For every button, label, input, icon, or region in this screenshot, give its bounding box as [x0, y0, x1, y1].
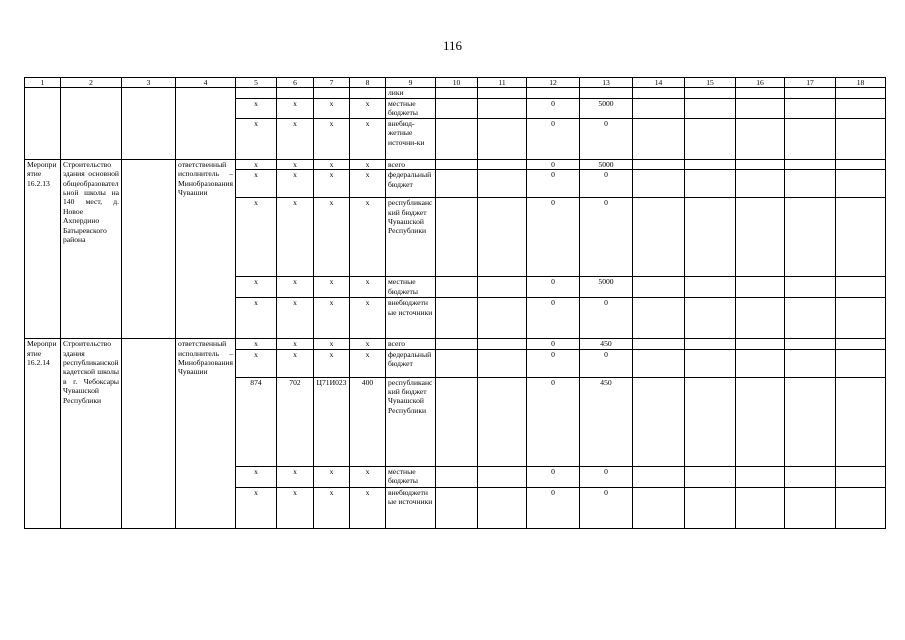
column-number-header: 16 [736, 78, 785, 88]
empty-cell [633, 377, 685, 466]
column-number-header: 18 [836, 78, 886, 88]
empty-cell [436, 88, 478, 98]
code-cell-c5: х [236, 159, 277, 169]
empty-cell [25, 88, 61, 159]
empty-cell [122, 339, 176, 528]
code-cell-c8: х [350, 118, 386, 159]
measure-name-cell: Строительство здания республиканской кадетской школы в г. Чебоксары Чувашской Республики [61, 339, 122, 528]
amount-cell-c13: 450 [580, 339, 633, 349]
code-cell-c7: х [314, 487, 350, 528]
code-cell-c6: х [277, 170, 314, 198]
funding-source-cell: лики [386, 88, 436, 98]
code-cell-c6: х [277, 198, 314, 277]
funding-source-cell: местные бюджеты [386, 277, 436, 298]
empty-cell [736, 487, 785, 528]
code-cell-c5: х [236, 349, 277, 377]
code-cell-c5: х [236, 118, 277, 159]
code-cell-c8: х [350, 339, 386, 349]
code-cell-c6: х [277, 98, 314, 118]
empty-cell [785, 298, 836, 339]
code-cell-c7: х [314, 170, 350, 198]
column-number-header: 8 [350, 78, 386, 88]
funding-source-cell: внебюджетные источники [386, 298, 436, 339]
empty-cell [736, 98, 785, 118]
empty-cell [436, 298, 478, 339]
column-number-header: 7 [314, 78, 350, 88]
column-number-header: 11 [478, 78, 527, 88]
empty-cell [478, 339, 527, 349]
empty-cell [685, 98, 736, 118]
page-number: 116 [442, 38, 463, 53]
empty-cell [436, 98, 478, 118]
empty-cell [736, 118, 785, 159]
column-number-row [25, 78, 886, 88]
empty-cell [436, 198, 478, 277]
empty-cell [736, 377, 785, 466]
empty-cell [836, 298, 886, 339]
code-cell-c5: х [236, 98, 277, 118]
empty-cell [785, 339, 836, 349]
executor-cell: ответственный исполнитель – Минобразования Чувашии [176, 159, 236, 338]
funding-source-cell: внебюд-жетные источни-ки [386, 118, 436, 159]
empty-cell [836, 170, 886, 198]
amount-cell-c12: 0 [527, 349, 580, 377]
amount-cell-c12: 0 [527, 118, 580, 159]
empty-cell [633, 466, 685, 487]
empty-cell [736, 277, 785, 298]
empty-cell [436, 349, 478, 377]
empty-cell [61, 88, 122, 159]
empty-cell [785, 277, 836, 298]
amount-cell-c12: 0 [527, 339, 580, 349]
empty-cell [685, 118, 736, 159]
empty-cell [122, 88, 176, 159]
amount-cell-c12: 0 [527, 466, 580, 487]
code-cell-c8: х [350, 159, 386, 169]
column-number-header: 2 [61, 78, 122, 88]
code-cell-c6: х [277, 159, 314, 169]
code-cell-c5: х [236, 466, 277, 487]
empty-cell [436, 159, 478, 169]
code-cell-c8: х [350, 98, 386, 118]
code-cell-c6: х [277, 466, 314, 487]
empty-cell [785, 349, 836, 377]
amount-cell-c13: 0 [580, 198, 633, 277]
code-cell-c7: х [314, 298, 350, 339]
empty-cell [633, 198, 685, 277]
code-cell-c5: х [236, 277, 277, 298]
empty-cell [685, 487, 736, 528]
empty-cell [176, 88, 236, 159]
column-number-header: 10 [436, 78, 478, 88]
empty-cell [736, 466, 785, 487]
amount-cell-c13: 0 [580, 298, 633, 339]
code-cell-c8: х [350, 170, 386, 198]
empty-cell [736, 170, 785, 198]
amount-cell-c13: 0 [580, 170, 633, 198]
code-cell-c6: х [277, 298, 314, 339]
empty-cell [836, 159, 886, 169]
funding-source-cell: всего [386, 339, 436, 349]
table-row [25, 88, 886, 98]
amount-cell-c12: 0 [527, 377, 580, 466]
code-cell-c7: х [314, 349, 350, 377]
empty-cell [633, 118, 685, 159]
funding-source-cell: федеральный бюджет [386, 349, 436, 377]
code-cell-c7: х [314, 198, 350, 277]
column-number-header: 9 [386, 78, 436, 88]
code-cell-c6: х [277, 339, 314, 349]
code-cell-c6 [277, 88, 314, 98]
empty-cell [436, 466, 478, 487]
funding-source-cell: местные бюджеты [386, 98, 436, 118]
code-cell-c8 [350, 88, 386, 98]
empty-cell [478, 377, 527, 466]
empty-cell [836, 198, 886, 277]
code-cell-c7: х [314, 98, 350, 118]
empty-cell [478, 88, 527, 98]
column-number-header: 1 [25, 78, 61, 88]
empty-cell [685, 298, 736, 339]
empty-cell [478, 349, 527, 377]
funding-source-cell: республиканский бюджет Чувашской Республики [386, 198, 436, 277]
code-cell-c8: х [350, 198, 386, 277]
amount-cell-c13: 5000 [580, 159, 633, 169]
code-cell-c7: Ц71И023 [314, 377, 350, 466]
empty-cell [685, 466, 736, 487]
code-cell-c8: х [350, 349, 386, 377]
amount-cell-c13: 450 [580, 377, 633, 466]
column-number-header: 13 [580, 78, 633, 88]
empty-cell [478, 277, 527, 298]
empty-cell [836, 277, 886, 298]
empty-cell [685, 198, 736, 277]
funding-source-cell: местные бюджеты [386, 466, 436, 487]
column-number-header: 17 [785, 78, 836, 88]
empty-cell [436, 377, 478, 466]
empty-cell [633, 170, 685, 198]
amount-cell-c13: 0 [580, 487, 633, 528]
empty-cell [685, 88, 736, 98]
code-cell-c8: х [350, 277, 386, 298]
empty-cell [736, 159, 785, 169]
empty-cell [836, 466, 886, 487]
code-cell-c6: х [277, 349, 314, 377]
amount-cell-c12: 0 [527, 98, 580, 118]
empty-cell [436, 487, 478, 528]
empty-cell [736, 198, 785, 277]
empty-cell [478, 159, 527, 169]
column-number-header: 14 [633, 78, 685, 88]
code-cell-c5: х [236, 487, 277, 528]
code-cell-c5: х [236, 198, 277, 277]
amount-cell-c12: 0 [527, 159, 580, 169]
code-cell-c7 [314, 88, 350, 98]
empty-cell [785, 377, 836, 466]
empty-cell [836, 349, 886, 377]
amount-cell-c12: 0 [527, 487, 580, 528]
column-number-header: 15 [685, 78, 736, 88]
empty-cell [633, 339, 685, 349]
amount-cell-c13: 0 [580, 118, 633, 159]
empty-cell [436, 339, 478, 349]
amount-cell-c12: 0 [527, 277, 580, 298]
empty-cell [685, 277, 736, 298]
code-cell-c7: х [314, 159, 350, 169]
executor-cell: ответственный исполнитель – Минобразования Чувашии [176, 339, 236, 528]
empty-cell [122, 159, 176, 338]
empty-cell [633, 349, 685, 377]
empty-cell [736, 339, 785, 349]
empty-cell [436, 170, 478, 198]
empty-cell [785, 170, 836, 198]
column-number-header: 5 [236, 78, 277, 88]
column-number-header: 12 [527, 78, 580, 88]
empty-cell [633, 159, 685, 169]
empty-cell [736, 88, 785, 98]
empty-cell [836, 98, 886, 118]
empty-cell [478, 487, 527, 528]
budget-table [24, 77, 886, 529]
empty-cell [633, 88, 685, 98]
empty-cell [478, 198, 527, 277]
code-cell-c5: 874 [236, 377, 277, 466]
empty-cell [836, 377, 886, 466]
column-number-header: 6 [277, 78, 314, 88]
empty-cell [836, 88, 886, 98]
amount-cell-c13: 0 [580, 349, 633, 377]
empty-cell [436, 277, 478, 298]
empty-cell [685, 170, 736, 198]
funding-source-cell: всего [386, 159, 436, 169]
empty-cell [785, 198, 836, 277]
empty-cell [633, 298, 685, 339]
empty-cell [633, 98, 685, 118]
empty-cell [685, 159, 736, 169]
funding-source-cell: республиканский бюджет Чувашской Республики [386, 377, 436, 466]
amount-cell-c13: 5000 [580, 98, 633, 118]
empty-cell [836, 339, 886, 349]
empty-cell [736, 349, 785, 377]
code-cell-c6: 702 [277, 377, 314, 466]
column-number-header: 3 [122, 78, 176, 88]
measure-number-cell: Мероприятие 16.2.14 [25, 339, 61, 528]
code-cell-c7: х [314, 466, 350, 487]
code-cell-c5 [236, 88, 277, 98]
empty-cell [785, 98, 836, 118]
measure-number-cell: Мероприятие 16.2.13 [25, 159, 61, 338]
empty-cell [785, 466, 836, 487]
empty-cell [685, 339, 736, 349]
empty-cell [478, 118, 527, 159]
empty-cell [685, 349, 736, 377]
code-cell-c6: х [277, 118, 314, 159]
table-row [25, 159, 886, 169]
amount-cell-c12: 0 [527, 170, 580, 198]
code-cell-c7: х [314, 339, 350, 349]
empty-cell [836, 487, 886, 528]
amount-cell-c12: 0 [527, 198, 580, 277]
amount-cell-c12 [527, 88, 580, 98]
code-cell-c7: х [314, 277, 350, 298]
empty-cell [685, 377, 736, 466]
empty-cell [785, 487, 836, 528]
code-cell-c7: х [314, 118, 350, 159]
empty-cell [436, 118, 478, 159]
code-cell-c8: х [350, 466, 386, 487]
empty-cell [785, 88, 836, 98]
empty-cell [478, 170, 527, 198]
amount-cell-c13 [580, 88, 633, 98]
code-cell-c6: х [277, 487, 314, 528]
funding-source-cell: федеральный бюджет [386, 170, 436, 198]
empty-cell [478, 98, 527, 118]
code-cell-c5: х [236, 298, 277, 339]
empty-cell [836, 118, 886, 159]
code-cell-c6: х [277, 277, 314, 298]
code-cell-c5: х [236, 170, 277, 198]
empty-cell [633, 277, 685, 298]
empty-cell [478, 466, 527, 487]
funding-source-cell: внебюджетные источники [386, 487, 436, 528]
code-cell-c5: х [236, 339, 277, 349]
measure-name-cell: Строительство здания основной общеобразовательной школы на 140 мест, д. Новое Ахпердино Батыревского района [61, 159, 122, 338]
code-cell-c8: х [350, 487, 386, 528]
amount-cell-c13: 5000 [580, 277, 633, 298]
amount-cell-c12: 0 [527, 298, 580, 339]
empty-cell [785, 159, 836, 169]
empty-cell [736, 298, 785, 339]
amount-cell-c13: 0 [580, 466, 633, 487]
empty-cell [478, 298, 527, 339]
empty-cell [633, 487, 685, 528]
code-cell-c8: 400 [350, 377, 386, 466]
table-row [25, 339, 886, 349]
code-cell-c8: х [350, 298, 386, 339]
empty-cell [785, 118, 836, 159]
column-number-header: 4 [176, 78, 236, 88]
